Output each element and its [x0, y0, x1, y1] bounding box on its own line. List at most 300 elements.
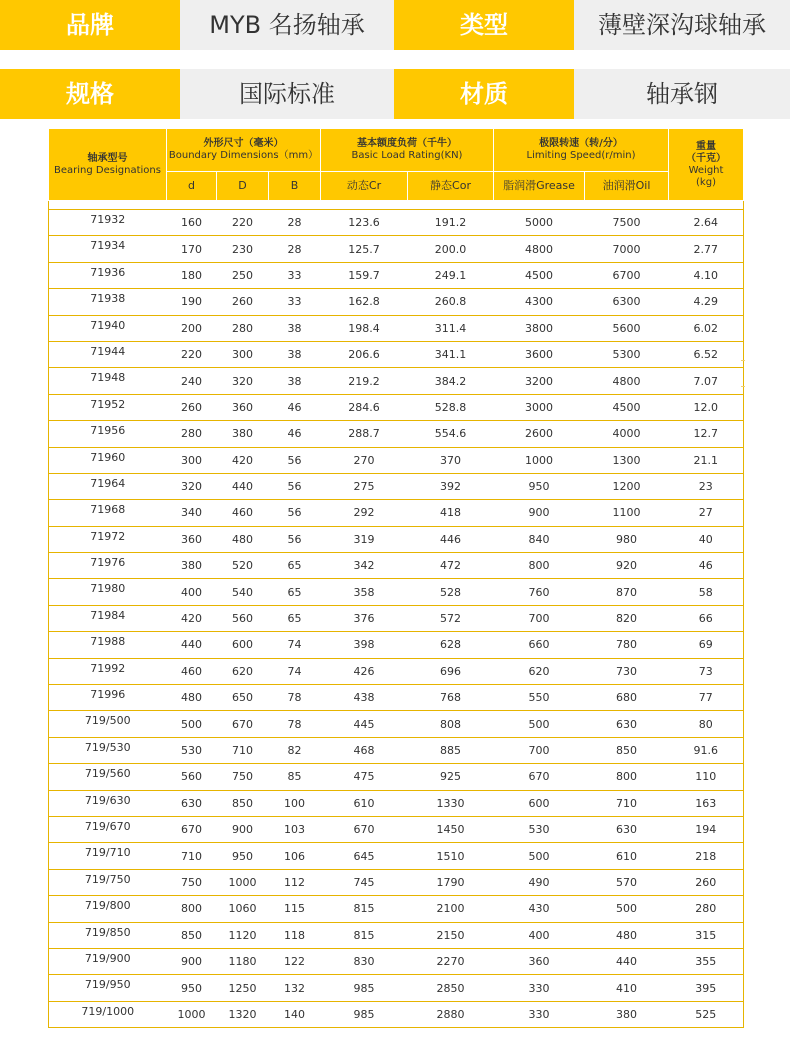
info-band-brand-type: [0, 0, 790, 50]
cell-grease: 4500: [494, 262, 585, 288]
cell-cor: 528.8: [408, 394, 494, 420]
cell-grease: 760: [494, 579, 585, 605]
cell-cor: 472: [408, 553, 494, 579]
cell-weight: 525: [669, 1001, 744, 1027]
cell-cr: 745: [321, 869, 408, 895]
cell-model: 71964: [49, 473, 167, 499]
cell-cor: 1510: [408, 843, 494, 869]
cell-oil: 7000: [585, 236, 669, 262]
cell-cor: 628: [408, 632, 494, 658]
cell-oil: 4500: [585, 394, 669, 420]
col-oil-header: 油润滑Oil: [585, 172, 669, 201]
cell-cr: 815: [321, 922, 408, 948]
cell-model: 719/710: [49, 843, 167, 869]
cell-d: 340: [167, 500, 217, 526]
cell-D: 260: [217, 289, 269, 315]
cell-D: 1320: [217, 1001, 269, 1027]
cell-model: 71980: [49, 579, 167, 605]
table-row: [49, 394, 744, 420]
table-row: [49, 473, 744, 499]
dimensions-header-en: Boundary Dimensions（mm）: [168, 150, 319, 161]
cell-oil: 730: [585, 658, 669, 684]
cell-cor: 925: [408, 764, 494, 790]
cell-d: 560: [167, 764, 217, 790]
table-row: [49, 764, 744, 790]
cell-cr: 159.7: [321, 262, 408, 288]
cell-model: 71988: [49, 632, 167, 658]
cell-grease: 1000: [494, 447, 585, 473]
cell-d: 360: [167, 526, 217, 552]
col-cor-header: 静态Cor: [408, 172, 494, 201]
table-row: [49, 500, 744, 526]
cell-cr: 319: [321, 526, 408, 552]
cell-cor: 554.6: [408, 421, 494, 447]
cell-weight: 66: [669, 605, 744, 631]
cell-grease: 950: [494, 473, 585, 499]
cell-cor: 191.2: [408, 210, 494, 236]
cell-D: 670: [217, 711, 269, 737]
cell-cr: 475: [321, 764, 408, 790]
cell-grease: 3200: [494, 368, 585, 394]
table-row: [49, 632, 744, 658]
cell-oil: 980: [585, 526, 669, 552]
spec-value: 国际标准: [180, 69, 394, 119]
table-row: [49, 526, 744, 552]
cell-oil: 630: [585, 711, 669, 737]
table-row: [49, 896, 744, 922]
cell-cor: 768: [408, 685, 494, 711]
table-row: [49, 869, 744, 895]
cell-D: 280: [217, 315, 269, 341]
cell-cr: 123.6: [321, 210, 408, 236]
cell-cor: 2850: [408, 975, 494, 1001]
edge-tick: [741, 360, 745, 361]
cell-weight: 27: [669, 500, 744, 526]
cell-oil: 4800: [585, 368, 669, 394]
cell-d: 440: [167, 632, 217, 658]
table-row: [49, 236, 744, 262]
cell-B: 118: [269, 922, 321, 948]
cell-d: 630: [167, 790, 217, 816]
cell-D: 1000: [217, 869, 269, 895]
cell-weight: 40: [669, 526, 744, 552]
cell-cr: 670: [321, 816, 408, 842]
table-row: [49, 262, 744, 288]
cell-d: 190: [167, 289, 217, 315]
cell-d: 1000: [167, 1001, 217, 1027]
cell-B: 65: [269, 579, 321, 605]
cell-cr: 342: [321, 553, 408, 579]
cell-D: 320: [217, 368, 269, 394]
cell-oil: 680: [585, 685, 669, 711]
cell-oil: 480: [585, 922, 669, 948]
cell-d: 320: [167, 473, 217, 499]
cell-D: 1120: [217, 922, 269, 948]
cell-B: 78: [269, 711, 321, 737]
cell-cr: 284.6: [321, 394, 408, 420]
cell-oil: 800: [585, 764, 669, 790]
cell-d: 900: [167, 948, 217, 974]
cell-B: 106: [269, 843, 321, 869]
cell-weight: 315: [669, 922, 744, 948]
cell-d: 260: [167, 394, 217, 420]
table-row: [49, 816, 744, 842]
cell-cor: 1790: [408, 869, 494, 895]
cell-model: 719/530: [49, 737, 167, 763]
cell-grease: 3800: [494, 315, 585, 341]
cell-oil: 870: [585, 579, 669, 605]
cell-model: 71952: [49, 394, 167, 420]
cell-cor: 1450: [408, 816, 494, 842]
cell-cor: 696: [408, 658, 494, 684]
cell-cor: 1330: [408, 790, 494, 816]
cell-d: 220: [167, 341, 217, 367]
cell-weight: 163: [669, 790, 744, 816]
col-d-header: d: [167, 172, 217, 201]
model-header-en: Bearing Designations: [54, 164, 161, 176]
spec-label: 规格: [0, 69, 180, 119]
cell-B: 85: [269, 764, 321, 790]
cell-d: 500: [167, 711, 217, 737]
cell-weight: 395: [669, 975, 744, 1001]
table-body: [49, 201, 744, 1028]
cell-B: 38: [269, 341, 321, 367]
cell-D: 850: [217, 790, 269, 816]
cell-weight: 12.7: [669, 421, 744, 447]
cell-cr: 985: [321, 1001, 408, 1027]
cell-oil: 850: [585, 737, 669, 763]
cell-model: 719/670: [49, 816, 167, 842]
cell-B: 28: [269, 236, 321, 262]
cell-oil: 630: [585, 816, 669, 842]
model-header: [49, 129, 167, 201]
cell-B: 38: [269, 315, 321, 341]
cell-cor: 2150: [408, 922, 494, 948]
table-row: [49, 553, 744, 579]
bearing-spec-table: [48, 128, 744, 1028]
col-grease-header: 脂润滑Grease: [494, 172, 585, 201]
cell-D: 620: [217, 658, 269, 684]
cell-B: 140: [269, 1001, 321, 1027]
cell-B: 65: [269, 553, 321, 579]
cell-cor: 249.1: [408, 262, 494, 288]
table-row: [49, 737, 744, 763]
weight-header: [669, 129, 744, 201]
cell-grease: 670: [494, 764, 585, 790]
cell-oil: 570: [585, 869, 669, 895]
cell-oil: 440: [585, 948, 669, 974]
cell-weight: 218: [669, 843, 744, 869]
weight-header-unit-cn: （千克）: [686, 152, 727, 164]
brand-value: MYB 名扬轴承: [180, 0, 394, 50]
cell-grease: 330: [494, 975, 585, 1001]
cell-grease: 360: [494, 948, 585, 974]
cell-oil: 920: [585, 553, 669, 579]
cell-cr: 219.2: [321, 368, 408, 394]
cell-weight: 6.02: [669, 315, 744, 341]
cell-model: 71940: [49, 315, 167, 341]
cell-B: 82: [269, 737, 321, 763]
col-D-header: D: [217, 172, 269, 201]
cell-grease: 660: [494, 632, 585, 658]
cell-B: 132: [269, 975, 321, 1001]
cell-B: 74: [269, 658, 321, 684]
cell-cr: 162.8: [321, 289, 408, 315]
cell-weight: 2.77: [669, 236, 744, 262]
cell-B: 56: [269, 447, 321, 473]
cell-model: 71948: [49, 368, 167, 394]
col-B-header: B: [269, 172, 321, 201]
cell-B: 46: [269, 421, 321, 447]
cell-d: 420: [167, 605, 217, 631]
cell-cr: 468: [321, 737, 408, 763]
cell-cor: 418: [408, 500, 494, 526]
cell-d: 240: [167, 368, 217, 394]
cell-grease: 900: [494, 500, 585, 526]
cell-cor: 341.1: [408, 341, 494, 367]
cell-oil: 780: [585, 632, 669, 658]
cell-d: 200: [167, 315, 217, 341]
weight-header-en: Weight: [688, 164, 724, 176]
cell-cor: 2270: [408, 948, 494, 974]
cell-weight: 80: [669, 711, 744, 737]
cell-model: 719/500: [49, 711, 167, 737]
cell-D: 560: [217, 605, 269, 631]
cell-B: 38: [269, 368, 321, 394]
cell-cr: 288.7: [321, 421, 408, 447]
cell-model: 71992: [49, 658, 167, 684]
cell-grease: 430: [494, 896, 585, 922]
brand-label: 品牌: [0, 0, 180, 50]
cell-model: 71996: [49, 685, 167, 711]
cell-weight: 23: [669, 473, 744, 499]
cell-B: 46: [269, 394, 321, 420]
edge-tick: [741, 386, 745, 387]
cell-d: 950: [167, 975, 217, 1001]
cell-weight: 7.07: [669, 368, 744, 394]
load-rating-header-en: Basic Load Rating(KN): [351, 150, 463, 161]
cell-d: 800: [167, 896, 217, 922]
cell-cr: 125.7: [321, 236, 408, 262]
cell-d: 400: [167, 579, 217, 605]
table-row: [49, 315, 744, 341]
cell-oil: 1200: [585, 473, 669, 499]
cell-d: 460: [167, 658, 217, 684]
cell-cr: 398: [321, 632, 408, 658]
cell-cr: 358: [321, 579, 408, 605]
cell-cr: 376: [321, 605, 408, 631]
table-row: [49, 447, 744, 473]
cell-d: 750: [167, 869, 217, 895]
cell-B: 65: [269, 605, 321, 631]
cell-cor: 2880: [408, 1001, 494, 1027]
cell-weight: 6.52: [669, 341, 744, 367]
cell-weight: 2.64: [669, 210, 744, 236]
cell-model: 71944: [49, 341, 167, 367]
cell-D: 900: [217, 816, 269, 842]
cell-cor: 311.4: [408, 315, 494, 341]
cell-model: 719/630: [49, 790, 167, 816]
table-row: [49, 843, 744, 869]
cell-grease: 500: [494, 711, 585, 737]
cell-grease: 330: [494, 1001, 585, 1027]
cell-model: 71938: [49, 289, 167, 315]
info-band-spec-material: [0, 69, 790, 119]
table-row: [49, 341, 744, 367]
cell-oil: 5600: [585, 315, 669, 341]
cell-cor: 446: [408, 526, 494, 552]
table-row: [49, 579, 744, 605]
cell-cr: 198.4: [321, 315, 408, 341]
cell-D: 220: [217, 210, 269, 236]
cell-grease: 5000: [494, 210, 585, 236]
limiting-speed-header-en: Limiting Speed(r/min): [526, 150, 636, 161]
table-row: [49, 368, 744, 394]
cell-model: 71972: [49, 526, 167, 552]
cell-grease: 550: [494, 685, 585, 711]
cell-model: 71932: [49, 210, 167, 236]
cell-weight: 77: [669, 685, 744, 711]
cell-oil: 380: [585, 1001, 669, 1027]
cell-weight: 280: [669, 896, 744, 922]
cell-cor: 384.2: [408, 368, 494, 394]
cell-weight: 260: [669, 869, 744, 895]
cell-B: 28: [269, 210, 321, 236]
cell-weight: 12.0: [669, 394, 744, 420]
table-row: [49, 289, 744, 315]
cell-D: 520: [217, 553, 269, 579]
table-row: [49, 948, 744, 974]
cell-model: 71976: [49, 553, 167, 579]
cell-weight: 21.1: [669, 447, 744, 473]
weight-header-unit-en: (kg): [696, 176, 716, 188]
cell-D: 420: [217, 447, 269, 473]
cell-grease: 500: [494, 843, 585, 869]
cell-D: 360: [217, 394, 269, 420]
cell-oil: 1300: [585, 447, 669, 473]
cell-B: 56: [269, 526, 321, 552]
cell-B: 33: [269, 289, 321, 315]
cell-oil: 500: [585, 896, 669, 922]
cell-D: 250: [217, 262, 269, 288]
cell-oil: 5300: [585, 341, 669, 367]
type-value: 薄壁深沟球轴承: [574, 0, 790, 50]
cell-oil: 4000: [585, 421, 669, 447]
cell-B: 78: [269, 685, 321, 711]
cell-D: 600: [217, 632, 269, 658]
cell-oil: 6700: [585, 262, 669, 288]
cell-d: 170: [167, 236, 217, 262]
cell-model: 71984: [49, 605, 167, 631]
cell-cr: 815: [321, 896, 408, 922]
cell-D: 460: [217, 500, 269, 526]
table-row: [49, 790, 744, 816]
cell-model: 71956: [49, 421, 167, 447]
cell-model: 719/900: [49, 948, 167, 974]
cell-cr: 830: [321, 948, 408, 974]
cell-D: 650: [217, 685, 269, 711]
cell-oil: 1100: [585, 500, 669, 526]
cell-D: 440: [217, 473, 269, 499]
cell-grease: 4800: [494, 236, 585, 262]
cell-cor: 808: [408, 711, 494, 737]
cell-cr: 438: [321, 685, 408, 711]
cell-D: 300: [217, 341, 269, 367]
cell-grease: 3600: [494, 341, 585, 367]
cell-grease: 800: [494, 553, 585, 579]
table-row: [49, 922, 744, 948]
cell-cr: 426: [321, 658, 408, 684]
cell-oil: 7500: [585, 210, 669, 236]
cell-oil: 6300: [585, 289, 669, 315]
cell-d: 280: [167, 421, 217, 447]
cell-model: 719/750: [49, 869, 167, 895]
cell-grease: 600: [494, 790, 585, 816]
cell-grease: 4300: [494, 289, 585, 315]
cell-cr: 270: [321, 447, 408, 473]
cell-grease: 620: [494, 658, 585, 684]
cell-oil: 610: [585, 843, 669, 869]
cell-grease: 400: [494, 922, 585, 948]
cell-grease: 2600: [494, 421, 585, 447]
cell-model: 71960: [49, 447, 167, 473]
cell-B: 33: [269, 262, 321, 288]
cell-cr: 610: [321, 790, 408, 816]
cell-B: 112: [269, 869, 321, 895]
dimensions-header: [167, 129, 321, 172]
cell-model: 71934: [49, 236, 167, 262]
cell-D: 950: [217, 843, 269, 869]
cell-cr: 445: [321, 711, 408, 737]
cell-grease: 530: [494, 816, 585, 842]
cell-model: 719/950: [49, 975, 167, 1001]
cell-weight: 69: [669, 632, 744, 658]
cell-cr: 645: [321, 843, 408, 869]
cell-grease: 700: [494, 605, 585, 631]
cell-D: 710: [217, 737, 269, 763]
cell-d: 530: [167, 737, 217, 763]
cell-weight: 4.29: [669, 289, 744, 315]
cell-D: 750: [217, 764, 269, 790]
cell-B: 56: [269, 473, 321, 499]
cell-weight: 58: [669, 579, 744, 605]
cell-model: 71968: [49, 500, 167, 526]
cell-cor: 528: [408, 579, 494, 605]
table-row: [49, 685, 744, 711]
cell-B: 115: [269, 896, 321, 922]
material-label: 材质: [394, 69, 574, 119]
cell-D: 540: [217, 579, 269, 605]
cell-oil: 410: [585, 975, 669, 1001]
cell-weight: 194: [669, 816, 744, 842]
table-row: [49, 1001, 744, 1027]
material-value: 轴承钢: [574, 69, 790, 119]
cell-oil: 710: [585, 790, 669, 816]
table-header: [49, 129, 744, 201]
cell-model: 719/1000: [49, 1001, 167, 1027]
cell-weight: 46: [669, 553, 744, 579]
cell-B: 100: [269, 790, 321, 816]
cell-weight: 4.10: [669, 262, 744, 288]
cell-B: 103: [269, 816, 321, 842]
table-row: [49, 210, 744, 236]
cell-oil: 820: [585, 605, 669, 631]
cell-cor: 2100: [408, 896, 494, 922]
limiting-speed-header: [494, 129, 669, 172]
dimensions-header-cn: 外形尺寸（毫米）: [203, 138, 284, 149]
cell-grease: 700: [494, 737, 585, 763]
cell-weight: 73: [669, 658, 744, 684]
